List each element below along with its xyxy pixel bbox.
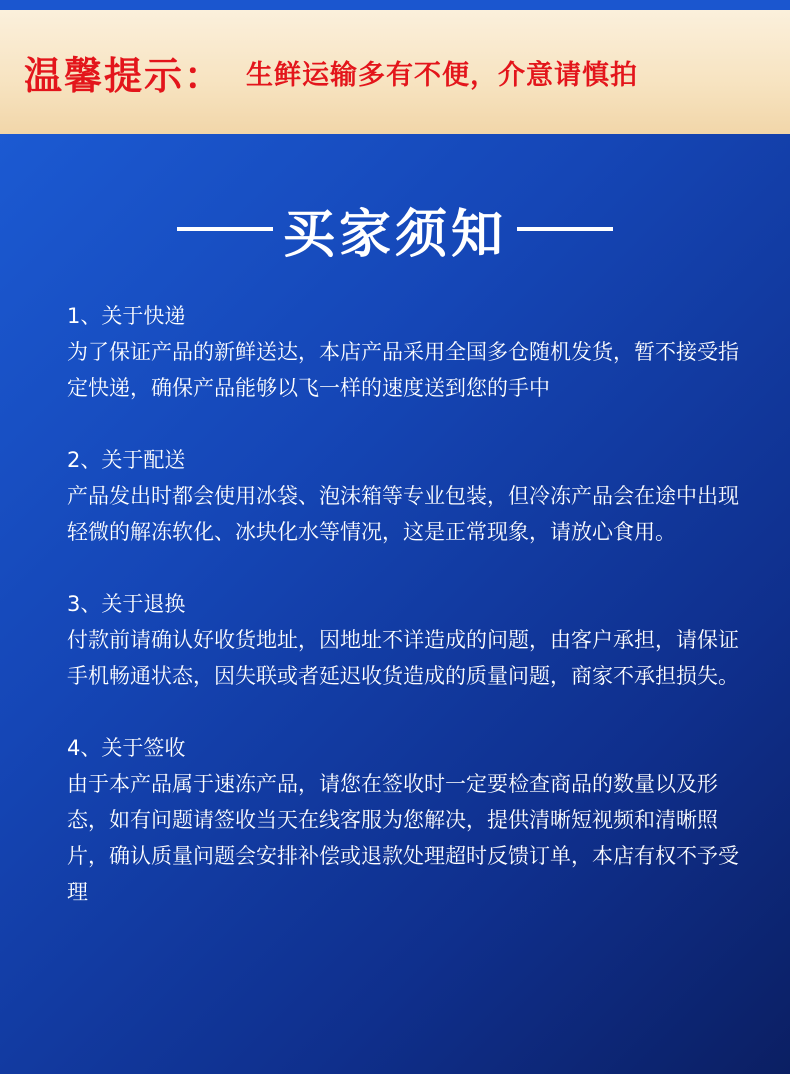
- title-left-line: [177, 227, 273, 231]
- top-strip: [0, 0, 790, 10]
- page-title: 买家须知: [282, 204, 507, 265]
- section-title-row: [0, 190, 790, 268]
- notice-banner: [0, 10, 790, 134]
- section-heading: 1、关于快递: [67, 304, 186, 328]
- section-body: 为了保证产品的新鲜送达，本店产品采用全国多仓随机发货，暂不接受指定快递，确保产品能够以飞一样的速度送到您的手中: [67, 340, 739, 400]
- section-body: 付款前请确认好收货地址，因地址不详造成的问题，由客户承担，请保证手机畅通状态，因失联或者延迟收货造成的质量问题，商家不承担损失。: [67, 628, 739, 688]
- section-delivery: [67, 298, 747, 406]
- section-returns: [67, 586, 747, 694]
- section-heading: 4、关于签收: [67, 736, 186, 760]
- title-right-line: [517, 227, 613, 231]
- section-heading: 3、关于退换: [67, 592, 186, 616]
- section-receipt: [67, 730, 747, 910]
- section-body: 产品发出时都会使用冰袋、泡沫箱等专业包装，但冷冻产品会在途中出现轻微的解冻软化、冰块化水等情况，这是正常现象，请放心食用。: [67, 484, 739, 544]
- section-heading: 2、关于配送: [67, 448, 186, 472]
- section-body: 由于本产品属于速冻产品，请您在签收时一定要检查商品的数量以及形态，如有问题请签收当天在线客服为您解决，提供清晰短视频和清晰照片，确认质量问题会安排补偿或退款处理超时反馈订单，本店有权不予受理: [67, 772, 739, 904]
- section-shipping: [67, 442, 747, 550]
- notice-title: 温馨提示：: [24, 53, 225, 98]
- notice-text: 生鲜运输多有不便，介意请慎拍: [246, 59, 639, 91]
- notice-sections: [67, 298, 747, 946]
